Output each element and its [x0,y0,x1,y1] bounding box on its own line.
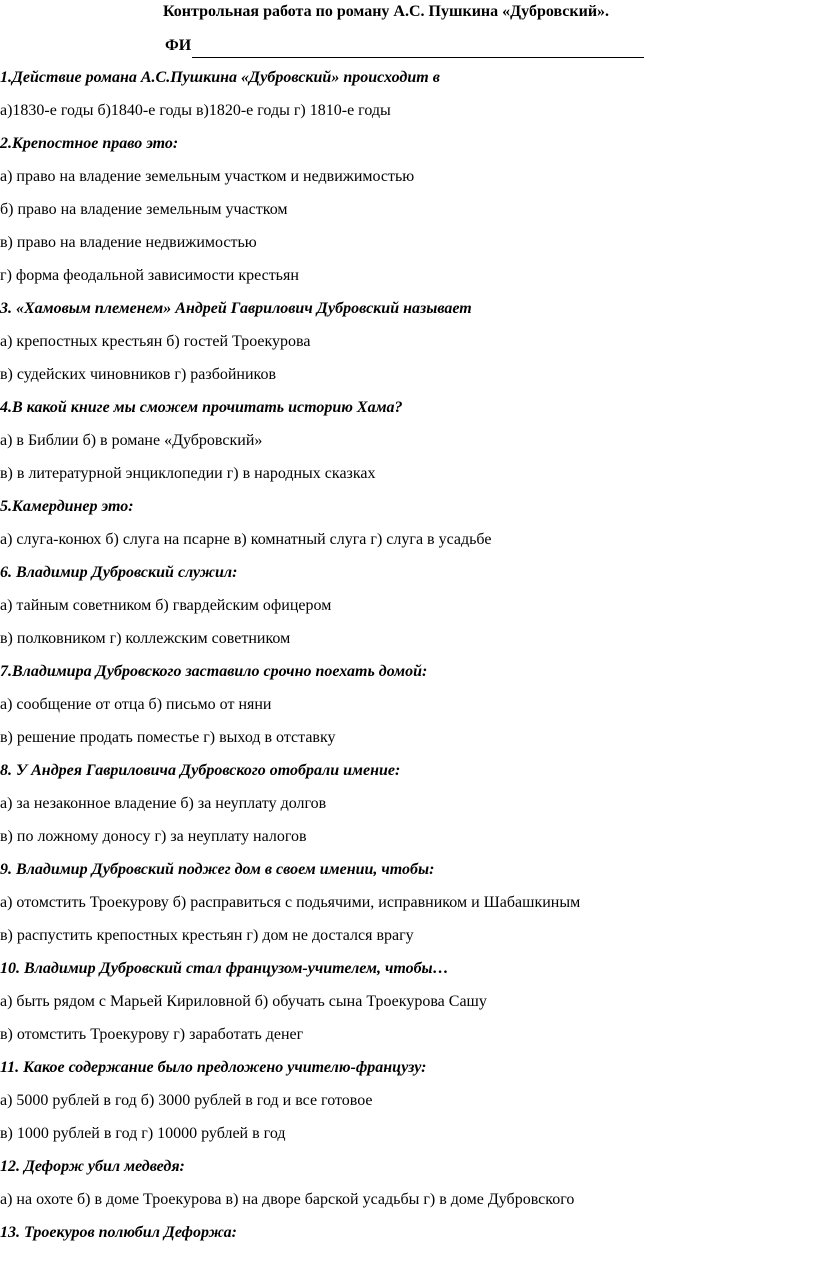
question-3-options-line-1: а) крепостных крестьян б) гостей Троекурова [0,333,311,350]
name-field-row [165,34,644,58]
question-9-text: 9. Владимир Дубровский поджег дом в своем имении, чтобы: [0,861,435,878]
question-13-text: 13. Троекуров полюбил Дефоржа: [0,1224,237,1241]
question-5-text: 5.Камердинер это: [0,498,134,515]
question-6-options-line-1: а) тайным советником б) гвардейским офицером [0,597,332,614]
question-8-options-line-2: в) по ложному доносу г) за неуплату налогов [0,828,307,845]
question-10-text: 10. Владимир Дубровский стал французом-учителем, чтобы… [0,960,449,977]
question-12-options-line-1: а) на охоте б) в доме Троекурова в) на дворе барской усадьбы г) в доме Дубровского [0,1191,575,1208]
question-4-options-line-1: а) в Библии б) в романе «Дубровский» [0,432,263,449]
question-7-text: 7.Владимира Дубровского заставило срочно поехать домой: [0,663,428,680]
name-field-label: ФИ [165,37,192,54]
question-1-text: 1.Действие романа А.С.Пушкина «Дубровский» происходит в [0,69,440,86]
question-6-text: 6. Владимир Дубровский служил: [0,564,238,581]
question-8-text: 8. У Андрея Гавриловича Дубровского отобрали имение: [0,762,401,779]
question-2-option-b: б) право на владение земельным участком [0,201,288,218]
question-11-options-line-2: в) 1000 рублей в год г) 10000 рублей в год [0,1125,286,1142]
name-field-underline[interactable] [192,37,644,58]
document-title: Контрольная работа по роману А.С. Пушкина «Дубровский». [163,3,610,20]
question-1-options-line-1: а)1830-е годы б)1840-е годы в)1820-е годы г) 1810-е годы [0,102,391,119]
question-2-text: 2.Крепостное право это: [0,135,179,152]
question-8-options-line-1: а) за незаконное владение б) за неуплату долгов [0,795,327,812]
question-2-option-a: а) право на владение земельным участком и недвижимостью [0,168,415,185]
question-11-text: 11. Какое содержание было предложено учителю-французу: [0,1059,427,1076]
question-10-options-line-2: в) отомстить Троекурову г) заработать денег [0,1026,304,1043]
question-2-option-c: в) право на владение недвижимостью [0,234,257,251]
question-7-options-line-2: в) решение продать поместье г) выход в отставку [0,729,336,746]
question-4-options-line-2: в) в литературной энциклопедии г) в народных сказках [0,465,376,482]
question-4-text: 4.В какой книге мы сможем прочитать историю Хама? [0,399,403,416]
question-10-options-line-1: а) быть рядом с Марьей Кириловной б) обучать сына Троекурова Сашу [0,993,487,1010]
question-9-options-line-1: а) отомстить Троекурову б) расправиться с подьячими, исправником и Шабашкиным [0,894,581,911]
question-9-options-line-2: в) распустить крепостных крестьян г) дом не достался врагу [0,927,414,944]
question-11-options-line-1: а) 5000 рублей в год б) 3000 рублей в год и все готовое [0,1092,373,1109]
question-12-text: 12. Дефорж убил медведя: [0,1158,185,1175]
question-3-text: 3. «Хамовым племенем» Андрей Гаврилович Дубровский называет [0,300,472,317]
question-6-options-line-2: в) полковником г) коллежским советником [0,630,291,647]
question-7-options-line-1: а) сообщение от отца б) письмо от няни [0,696,272,713]
question-3-options-line-2: в) судейских чиновников г) разбойников [0,366,277,383]
question-2-option-d: г) форма феодальной зависимости крестьян [0,267,299,284]
question-5-options-line-1: а) слуга-конюх б) слуга на псарне в) комнатный слуга г) слуга в усадьбе [0,531,492,548]
